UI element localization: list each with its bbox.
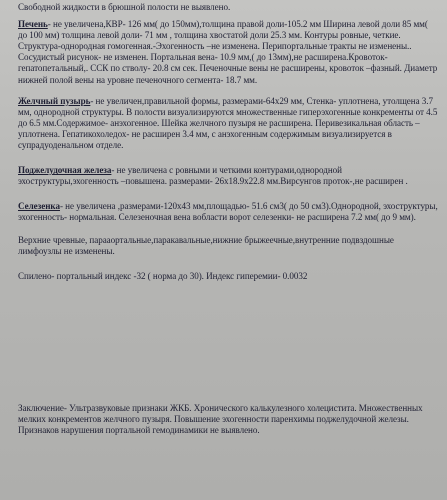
- gallbladder-heading: Желчный пузырь: [18, 95, 91, 106]
- gallbladder-text: - не увеличен,правильной формы, размерами-64х29 мм, Стенка- уплотнена, утолщена 3.7 мм, однородной структуры. В полости визуализируются множественные гиперэхогенные конкременты от 4.5 до 6.5 мм.Содержимое- анэхогенное. Шейка желчного пузыря не расширена. Перивезикальная область –уплотнена. Гепатикохоледох- не расширен 3.4 мм, с анэхогенным содержимым визуализируется в супрадуоденальном отделе.: [18, 95, 438, 151]
- lymph-nodes-text: Верхние чревные, парааортальные,паракавальные,нижние брыжеечные,внутренние подвздошные лимфоузлы не изменены.: [18, 234, 394, 256]
- intro-text: Свободной жидкости в брюшной полости не выявлено.: [18, 2, 231, 12]
- portal-index-text: Спилено- портальный индекс -32 ( норма до 30). Индекс гиперемии- 0.0032: [18, 270, 308, 281]
- pancreas-heading: Поджелудочная железа: [18, 165, 112, 176]
- spleen-heading: Селезенка: [18, 201, 60, 212]
- liver-paragraph: [18, 19, 439, 86]
- conclusion-text: Заключение- Ультразвуковые признаки ЖКБ. Хронического калькулезного холецистита. Множественных мелких конкрементов желчного пузыря. Повышение эхогенности паренхимы поджелудочной железы. Признаков нарушения портальной гемодинамики не выявлено.: [18, 403, 423, 436]
- gallbladder-paragraph: [18, 96, 439, 151]
- spleen-text: - не увеличена ,размерами-120х43 мм,площадью- 51.6 см3( до 50 см3).Однородной, эхоструктуры, эхогенность- нормальная. Селезеночная вена вобласти ворот селезенки- не расширена 7.2 мм( до 9 мм).: [18, 201, 438, 223]
- liver-text: - не увеличена,КВР- 126 мм( до 150мм),толщина правой доли-105.2 мм Ширина левой доли 85 мм( до 100 мм) толщина левой доли- 71 мм , толщина хвостатой доли 25.3 мм. Контуры ровные, четкие. Структура-однородная гомогенная.-Эхогенность –не изменена. Перипортальные тракты не изменены.. Сосудистый рисунок- не изменен. Портальная вена- 10.9 мм,( до 13мм),не расширена.Кровоток- гепатопетальный,. ССК по стволу- 20.8 см сек. Печеночные вены не расширены, кровоток –фазный. Диаметр нижней полой вены на уровне печеночного сегмента- 18.7 мм.: [18, 19, 438, 85]
- spleen-paragraph: [18, 201, 439, 223]
- pancreas-paragraph: [18, 165, 439, 187]
- pancreas-text: - не увеличена с ровными и четкими контурами,однородной эхоструктуры,эхогенность –повышена. размерами- 26х18.9х22.8 мм.Вирсунгов проток-,не расширен .: [18, 165, 408, 187]
- liver-heading: Печень: [18, 19, 48, 30]
